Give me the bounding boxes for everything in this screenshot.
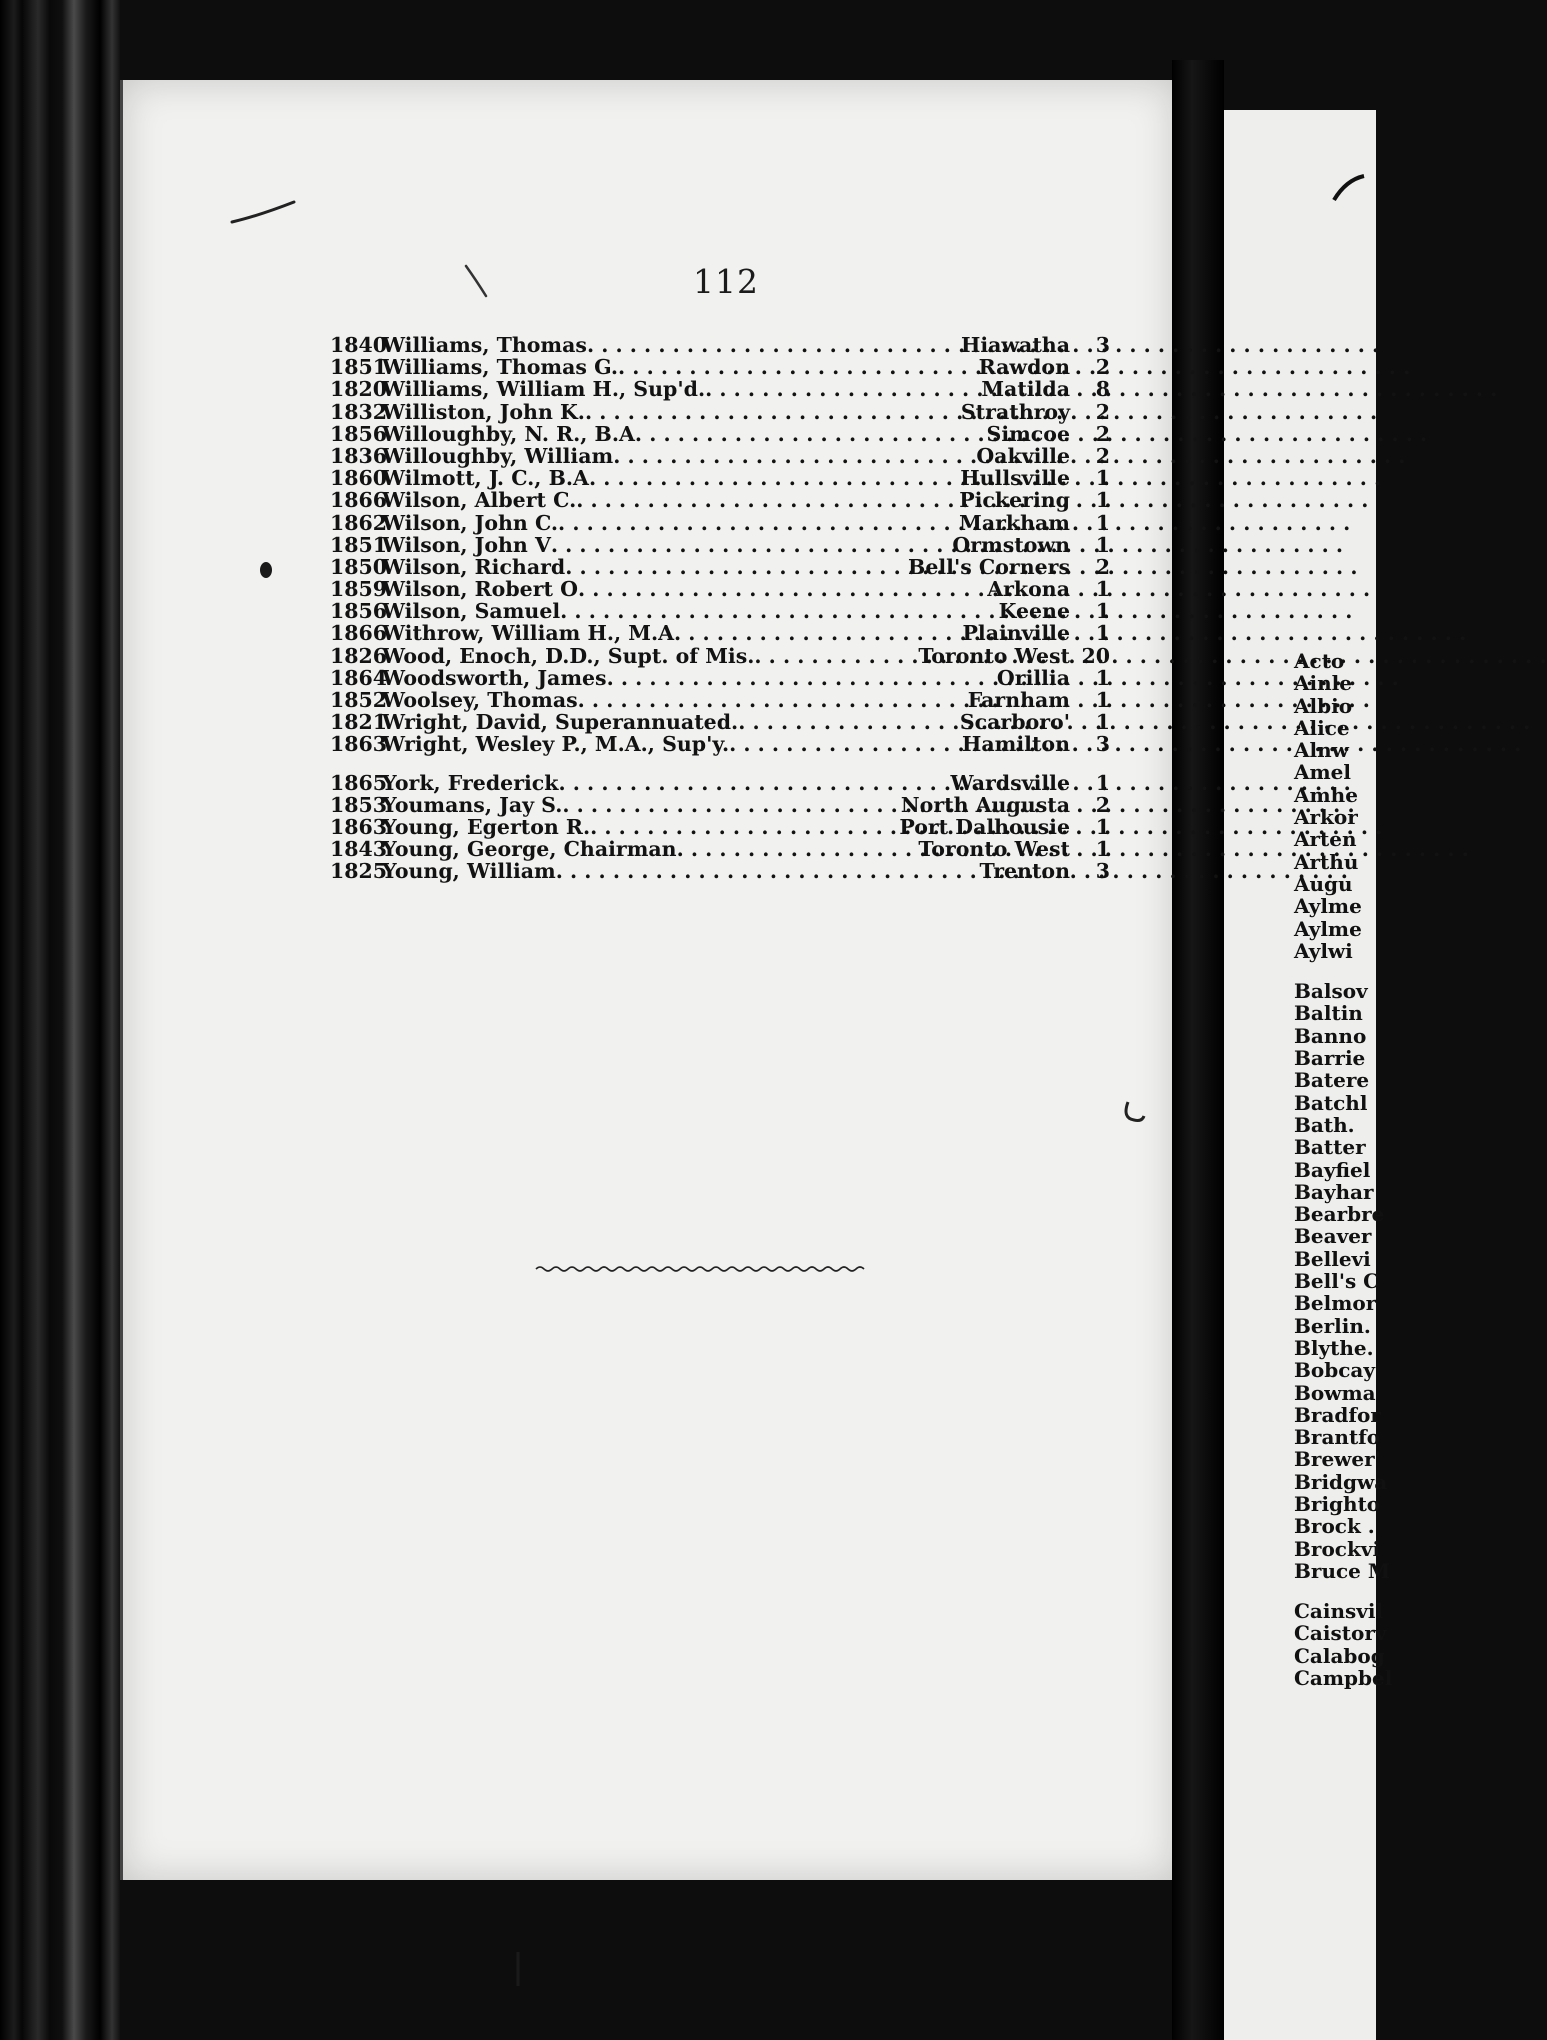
- directory-entry: [330, 423, 1110, 445]
- entry-place: Wardsville: [950, 770, 1070, 795]
- directory-list: [330, 334, 1110, 883]
- page-number: 112: [693, 262, 759, 301]
- entry-name: Woodsworth, James: [382, 665, 607, 690]
- entry-name: Williams, Thomas: [382, 333, 587, 357]
- ink-stroke-mark: [462, 262, 492, 302]
- directory-entry: [330, 733, 1110, 755]
- index-entry: Calabog: [1294, 1643, 1385, 1668]
- entry-name: Wood, Enoch, D.D., Supt. of Mis.: [382, 643, 755, 668]
- leader-dots: [613, 445, 976, 467]
- directory-entry: [330, 711, 1110, 733]
- index-entry: Bayfiel: [1294, 1157, 1371, 1182]
- index-entry: Aylme: [1294, 916, 1362, 941]
- entry-place: North Augusta: [900, 792, 1070, 817]
- index-entry: Berlin.: [1294, 1313, 1371, 1338]
- index-entry: Beaver: [1294, 1224, 1372, 1249]
- directory-entry: [330, 445, 1110, 467]
- directory-entry: [330, 860, 1110, 882]
- index-entry: Bell's C: [1294, 1269, 1380, 1294]
- leader-dots: [635, 423, 987, 445]
- entry-name: York, Frederick: [382, 770, 559, 795]
- ink-stroke-mark: [512, 1950, 524, 1990]
- leader-dots: [585, 401, 961, 423]
- entry-count: 3: [1095, 732, 1110, 757]
- index-entry: Brock .: [1294, 1514, 1375, 1539]
- leader-dots: [578, 689, 968, 711]
- entry-place: Keene: [998, 599, 1070, 624]
- entry-year: 1820: [330, 377, 388, 402]
- leader-dots: [576, 489, 959, 511]
- entry-place: Matilda: [981, 377, 1070, 402]
- index-entry: Acto: [1294, 649, 1345, 673]
- entry-count: 2: [1095, 399, 1110, 424]
- leader-dots: [754, 645, 918, 667]
- leader-dots: [560, 600, 998, 622]
- index-entry: Bradfor: [1294, 1402, 1381, 1427]
- right-page-index: [1294, 650, 1392, 1689]
- index-entry: Caistorv: [1294, 1621, 1387, 1646]
- entry-year: 1851: [330, 532, 388, 557]
- entry-count: 2: [1095, 792, 1110, 817]
- entry-year: 1826: [330, 643, 388, 668]
- leader-dots: [677, 838, 919, 860]
- directory-entry: [330, 772, 1110, 794]
- entry-year: 1840: [330, 333, 388, 357]
- entry-place: Arkona: [987, 577, 1070, 602]
- entry-year: 1832: [330, 399, 388, 424]
- directory-entry: [330, 816, 1110, 838]
- entry-name: Young, William: [382, 859, 556, 884]
- leader-dots: [738, 711, 960, 733]
- directory-entry: [330, 356, 1110, 378]
- entry-count: 1: [1095, 770, 1110, 795]
- entry-name: Willoughby, N. R., B.A: [382, 421, 635, 446]
- directory-entry: [330, 534, 1110, 556]
- entry-place: Rawdon: [978, 355, 1070, 380]
- entry-year: 1866: [330, 488, 388, 513]
- entry-year: 1843: [330, 837, 388, 862]
- entry-count: 1: [1095, 837, 1110, 862]
- entry-place: Hamilton: [962, 732, 1070, 757]
- leader-dots: [705, 378, 981, 400]
- leader-dots: [587, 334, 961, 356]
- entry-place: Trenton: [979, 859, 1070, 884]
- entry-name: Wilson, Richard: [382, 554, 566, 579]
- entry-place: Strathroy: [960, 399, 1070, 424]
- entry-year: 1859: [330, 577, 388, 602]
- directory-entry: [330, 467, 1110, 489]
- entry-name: Wilson, Samuel: [382, 599, 561, 624]
- entry-year: 1851: [330, 355, 388, 380]
- directory-entry: [330, 334, 1110, 356]
- entry-count: 1: [1095, 814, 1110, 839]
- entry-place: Toronto West: [918, 837, 1070, 862]
- entry-name: Wilson, Albert C.: [382, 488, 577, 513]
- leader-dots: [618, 356, 979, 378]
- leader-dots: [559, 772, 951, 794]
- index-entry: Baltin: [1294, 1001, 1363, 1026]
- entry-count: 1: [1095, 577, 1110, 602]
- ink-stroke-mark: [1330, 170, 1370, 210]
- leader-dots: [607, 667, 997, 689]
- entry-year: 1864: [330, 665, 388, 690]
- index-entry: Arten: [1294, 827, 1357, 852]
- ink-spot-mark: [256, 560, 276, 580]
- entry-year: 1863: [330, 732, 388, 757]
- index-entry: Ainle: [1294, 671, 1352, 696]
- index-entry: Cainsvil: [1294, 1599, 1384, 1624]
- entry-year: 1856: [330, 421, 388, 446]
- entry-place: Markham: [959, 510, 1070, 535]
- directory-entry: [330, 401, 1110, 423]
- index-entry: Barrie: [1294, 1046, 1366, 1071]
- index-entry: Bellevi: [1294, 1246, 1371, 1271]
- entry-name: Williams, Thomas G.: [382, 355, 619, 380]
- ink-curl-mark: [1120, 1098, 1150, 1128]
- entry-count: 3: [1095, 859, 1110, 884]
- entry-count: 2: [1095, 443, 1110, 468]
- entry-place: Hullsville: [960, 466, 1070, 491]
- entry-count: 2: [1095, 554, 1110, 579]
- entry-count: 1: [1095, 510, 1110, 535]
- index-entry: Bayhar: [1294, 1179, 1374, 1204]
- entry-place: Farnham: [967, 688, 1070, 712]
- index-entry: Amhe: [1294, 782, 1358, 807]
- entry-count: 1: [1095, 466, 1110, 491]
- entry-year: 1852: [330, 688, 388, 712]
- directory-entry: [330, 645, 1110, 667]
- entry-place: Bell's Corners: [908, 554, 1070, 579]
- entry-count: 3: [1095, 333, 1110, 357]
- leader-dots: [558, 512, 959, 534]
- entry-name: Withrow, William H., M.A: [382, 621, 674, 646]
- entry-name: Willoughby, William: [382, 443, 614, 468]
- index-entry: Bearbre: [1294, 1202, 1385, 1227]
- entry-year: 1862: [330, 510, 388, 535]
- index-entry: Augu: [1294, 871, 1353, 896]
- index-entry: Blythe.: [1294, 1335, 1374, 1360]
- index-entry: Bath.: [1294, 1112, 1355, 1137]
- entry-place: Orillia: [996, 665, 1070, 690]
- entry-count: 1: [1095, 665, 1110, 690]
- entry-count: 1: [1095, 710, 1110, 735]
- entry-place: Simcoe: [986, 421, 1070, 446]
- directory-entry: [330, 378, 1110, 400]
- entry-name: Wright, Wesley P., M.A., Sup'y.: [382, 732, 730, 757]
- leader-dots: [551, 534, 953, 556]
- directory-entry: [330, 512, 1110, 534]
- entry-count: 2: [1095, 355, 1110, 380]
- directory-entry: [330, 489, 1110, 511]
- entry-count: 1: [1095, 599, 1110, 624]
- index-entry: Bowma: [1294, 1380, 1376, 1405]
- entry-count: 8: [1095, 377, 1110, 402]
- index-entry: Alnw: [1294, 738, 1349, 763]
- entry-year: 1865: [330, 770, 388, 795]
- index-entry: Aylme: [1294, 894, 1362, 919]
- index-entry: Brewer': [1294, 1447, 1381, 1472]
- directory-entry: [330, 556, 1110, 578]
- entry-name: Williston, John K.: [382, 399, 585, 424]
- index-entry: Banno: [1294, 1023, 1367, 1048]
- entry-name: Youmans, Jay S.: [382, 792, 563, 817]
- entry-count: 2: [1095, 421, 1110, 446]
- index-entry: Alice: [1294, 715, 1350, 740]
- leader-dots: [556, 860, 980, 882]
- index-entry: Arkor: [1294, 805, 1358, 830]
- entry-year: 1853: [330, 792, 388, 817]
- entry-place: Port Dalhousie: [899, 814, 1070, 839]
- entry-place: Ormstown: [952, 532, 1070, 557]
- directory-entry: [330, 794, 1110, 816]
- entry-year: 1821: [330, 710, 388, 735]
- entry-count: 1: [1095, 688, 1110, 712]
- entry-year: 1866: [330, 621, 388, 646]
- entry-year: 1863: [330, 814, 388, 839]
- entry-place: Oakville: [976, 443, 1070, 468]
- entry-count: 20: [1081, 643, 1110, 668]
- leader-dots: [674, 622, 963, 644]
- entry-name: Williams, William H., Sup'd.: [382, 377, 706, 402]
- entry-place: Pickering: [959, 488, 1070, 513]
- entry-year: 1856: [330, 599, 388, 624]
- entry-name: Young, George, Chairman: [382, 837, 677, 862]
- directory-entry: [330, 578, 1110, 600]
- index-entry: Belmor: [1294, 1291, 1377, 1316]
- entry-name: Wilmott, J. C., B.A: [382, 466, 589, 491]
- entry-place: Scarboro': [959, 710, 1070, 735]
- leader-dots: [589, 467, 960, 489]
- index-entry: Batchl: [1294, 1090, 1368, 1115]
- directory-entry: [330, 689, 1110, 711]
- entry-count: 1: [1095, 488, 1110, 513]
- entry-place: Toronto West: [918, 643, 1070, 668]
- entry-count: 1: [1095, 532, 1110, 557]
- entry-year: 1860: [330, 466, 388, 491]
- entry-name: Wright, David, Superannuated.: [382, 710, 739, 735]
- entry-place: Plainville: [962, 621, 1070, 646]
- index-entry: Brantfo: [1294, 1425, 1381, 1450]
- leader-dots: [729, 733, 962, 755]
- ink-stroke-mark: [228, 198, 298, 228]
- index-entry: Albio: [1294, 693, 1353, 718]
- index-entry: Batere: [1294, 1068, 1370, 1093]
- section-divider: [536, 1264, 866, 1274]
- directory-entry: [330, 838, 1110, 860]
- directory-entry: [330, 622, 1110, 644]
- entry-name: Young, Egerton R.: [382, 814, 591, 839]
- index-entry: Batter: [1294, 1135, 1366, 1160]
- index-entry: Amel: [1294, 760, 1352, 785]
- index-entry: Brighto: [1294, 1491, 1381, 1516]
- index-entry: Aylwi: [1294, 938, 1353, 963]
- entry-count: 1: [1095, 621, 1110, 646]
- entry-name: Wilson, Robert O: [382, 577, 578, 602]
- leader-dots: [562, 794, 901, 816]
- directory-entry: [330, 667, 1110, 689]
- entry-name: Wilson, John V: [382, 532, 551, 557]
- index-entry: Brockvi: [1294, 1536, 1381, 1561]
- entry-name: Wilson, John C.: [382, 510, 559, 535]
- index-entry: Bruce M: [1294, 1558, 1390, 1583]
- book-binding: [0, 0, 120, 2040]
- index-entry: Arthu: [1294, 849, 1359, 874]
- leader-dots: [578, 578, 987, 600]
- entry-year: 1825: [330, 859, 388, 884]
- index-entry: Bridgwa: [1294, 1469, 1388, 1494]
- directory-entry: [330, 600, 1110, 622]
- entry-year: 1850: [330, 554, 388, 579]
- leader-dots: [565, 556, 908, 578]
- index-entry: Bobcay: [1294, 1358, 1375, 1383]
- entry-year: 1836: [330, 443, 388, 468]
- entry-name: Woolsey, Thomas: [382, 688, 578, 712]
- leader-dots: [590, 816, 899, 838]
- entry-place: Hiawatha: [960, 333, 1070, 357]
- index-entry: Campbel: [1294, 1666, 1393, 1691]
- index-entry: Balsov: [1294, 979, 1368, 1004]
